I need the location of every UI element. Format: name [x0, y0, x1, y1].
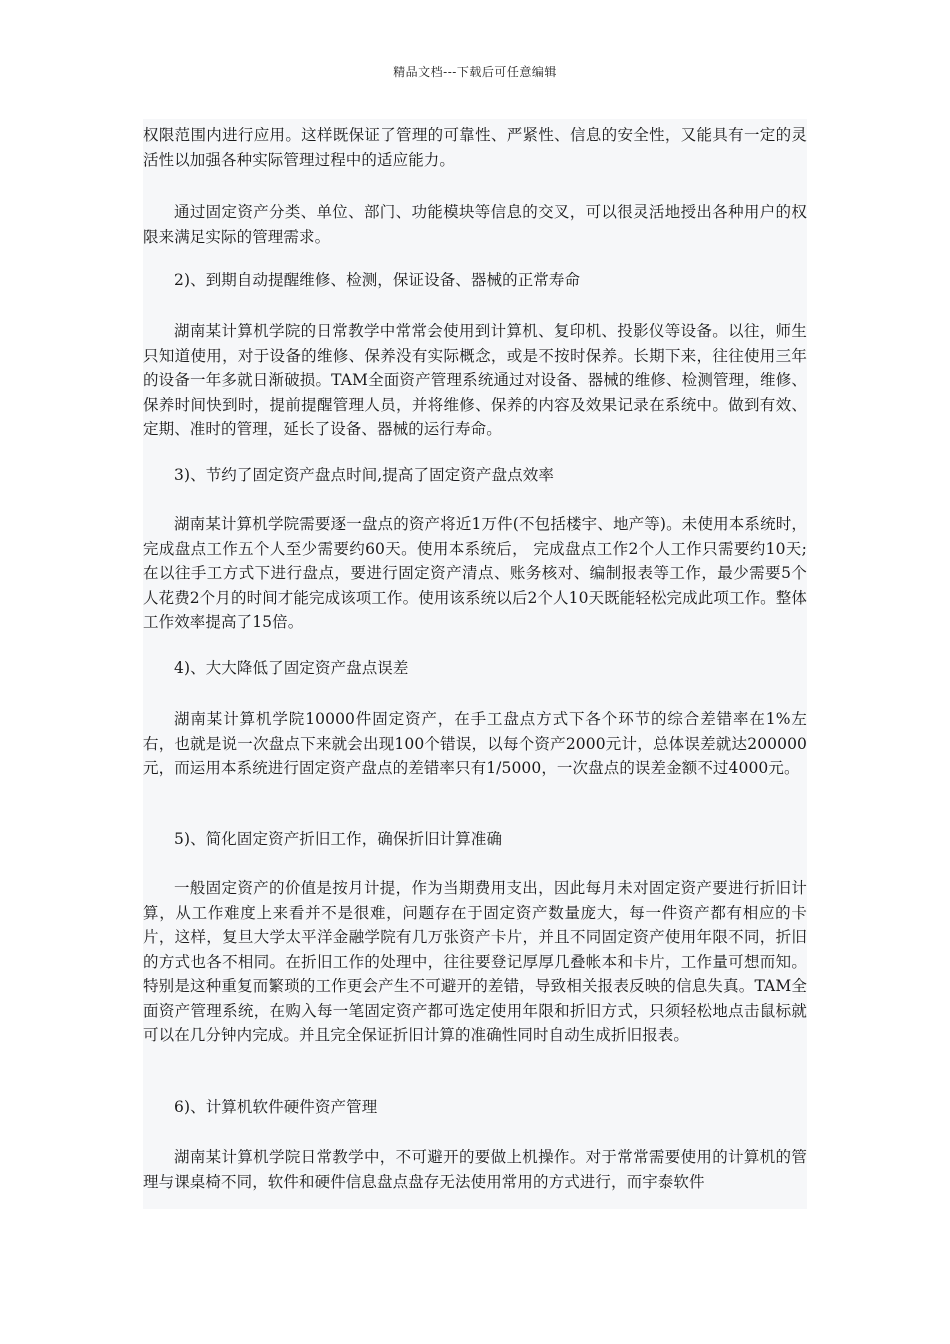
page-header: 精品文档---下载后可任意编辑 — [393, 65, 557, 79]
paragraph: 湖南某计算机学院需要逐一盘点的资产将近1万件(不包括楼宇、地产等)。未使用本系统时，完成盘点工作五个人至少需要约60天。使用本系统后， 完成盘点工作2个人工作只需要约10天;在以往手工方式下进行盘点，要进行固定资产清点、账务核对、编制报表等工作，最少需要5个人花费2个月的时间才能完成该项工作。使用该系统以后2个人10天既能轻松完成此项工作。整体工作效率提高了15倍。 — [143, 515, 807, 631]
paragraph: 湖南某计算机学院日常教学中，不可避开的要做上机操作。对于常常需要使用的计算机的管理与课桌椅不同，软件和硬件信息盘点盘存无法使用常用的方式进行，而宇泰软件 — [143, 1148, 807, 1191]
section-heading: 2)、到期自动提醒维修、检测，保证设备、器械的正常寿命 — [174, 271, 581, 289]
section-heading: 3)、节约了固定资产盘点时间,提高了固定资产盘点效率 — [174, 466, 554, 484]
paragraph: 一般固定资产的价值是按月计提，作为当期费用支出，因此每月未对固定资产要进行折旧计算，从工作难度上来看并不是很难，问题存在于固定资产数量庞大，每一件资产都有相应的卡片，这样，复旦大学太平洋金融学院有几万张资产卡片，并且不同固定资产使用年限不同，折旧的方式也各不相同。在折旧工作的处理中，往往要登记厚厚几叠帐本和卡片，工作量可想而知。特别是这种重复而繁琐的工作更会产生不可避开的差错，导致相关报表反映的信息失真。TAM全面资产管理系统，在购入每一笔固定资产都可选定使用年限和折旧方式，只须轻松地点击鼠标就可以在几分钟内完成。并且完全保证折旧计算的准确性同时自动生成折旧报表。 — [143, 879, 807, 1044]
section-heading: 4)、大大降低了固定资产盘点误差 — [174, 659, 409, 677]
paragraph: 通过固定资产分类、单位、部门、功能模块等信息的交叉，可以很灵活地授出各种用户的权限来满足实际的管理需求。 — [143, 203, 807, 246]
section-heading: 6)、计算机软件硬件资产管理 — [174, 1098, 378, 1116]
paragraph: 湖南某计算机学院10000件固定资产，在手工盘点方式下各个环节的综合差错率在1%左右，也就是说一次盘点下来就会出现100个错误，以每个资产2000元计，总体误差就达200000元，而运用本系统进行固定资产盘点的差错率只有1/5000，一次盘点的误差金额不过4000元。 — [143, 710, 807, 777]
paragraph: 权限范围内进行应用。这样既保证了管理的可靠性、严紧性、信息的安全性，又能具有一定的灵活性以加强各种实际管理过程中的适应能力。 — [143, 126, 807, 169]
section-heading: 5)、简化固定资产折旧工作，确保折旧计算准确 — [174, 830, 503, 848]
paragraph: 湖南某计算机学院的日常教学中常常会使用到计算机、复印机、投影仪等设备。以往，师生只知道使用，对于设备的维修、保养没有实际概念，或是不按时保养。长期下来，往往使用三年的设备一年多就日渐破损。TAM全面资产管理系统通过对设备、器械的维修、检测管理，维修、保养时间快到时，提前提醒管理人员，并将维修、保养的内容及效果记录在系统中。做到有效、定期、准时的管理，延长了设备、器械的运行寿命。 — [143, 322, 807, 438]
document-body — [143, 119, 807, 1209]
